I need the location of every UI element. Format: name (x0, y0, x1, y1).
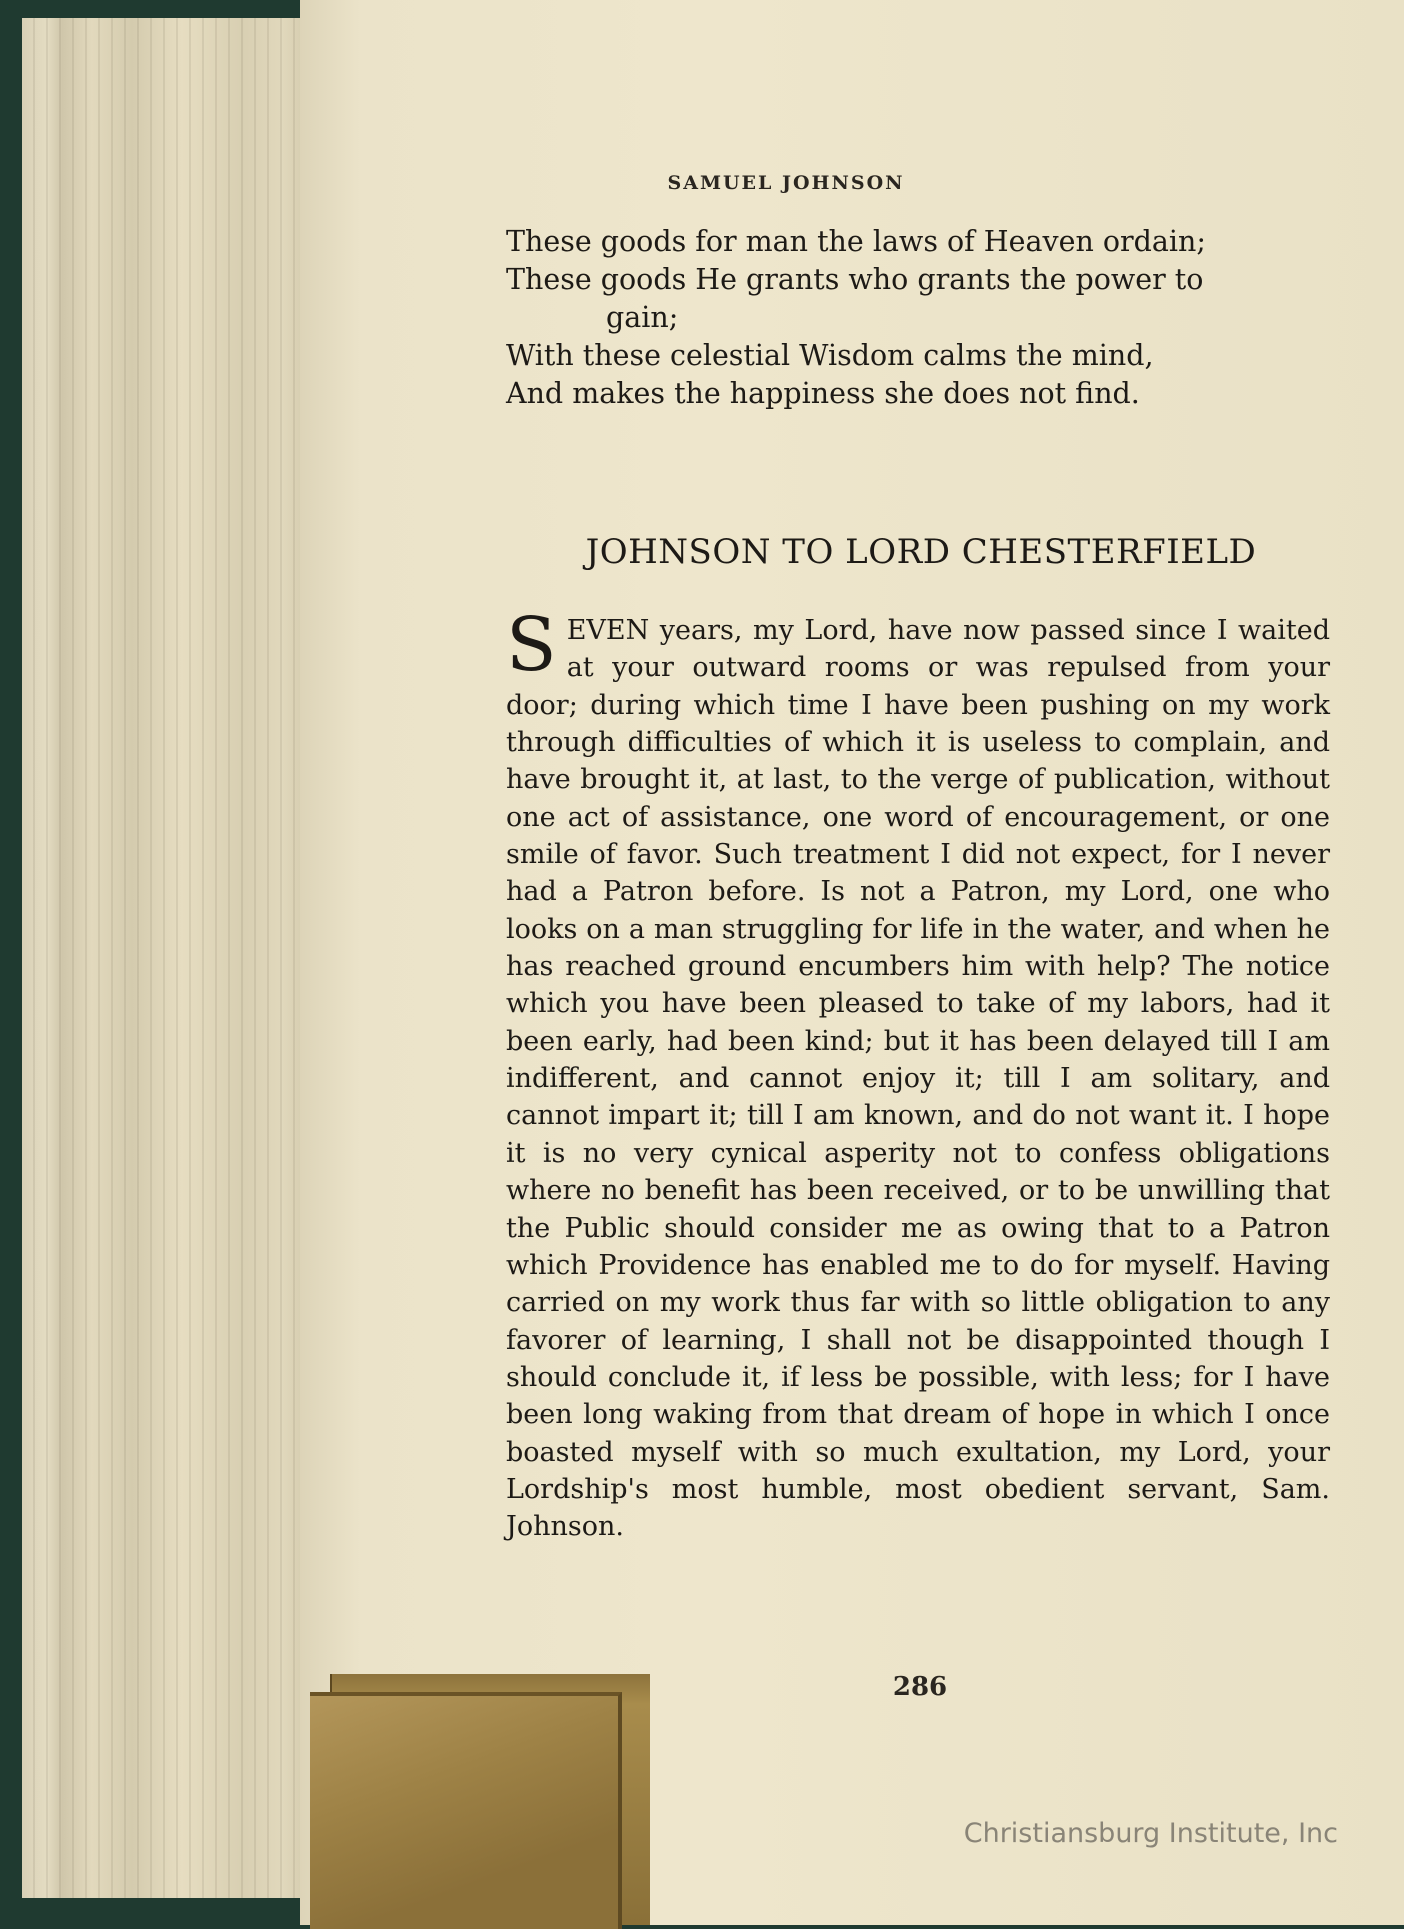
poem-line: gain; (606, 301, 679, 334)
poem-line: And makes the happiness she does not find. (506, 377, 1140, 410)
running-head: SAMUEL JOHNSON (667, 172, 905, 194)
letter-heading: JOHNSON TO LORD CHESTERFIELD (585, 532, 1257, 572)
watermark: Christiansburg Institute, Inc (963, 1818, 1338, 1849)
letter-body (506, 602, 1330, 1546)
poem-line: With these celestial Wisdom calms the mind, (506, 339, 1154, 372)
poem-stanza (506, 223, 1336, 413)
drop-cap: S (506, 602, 557, 688)
page-clip-front (310, 1692, 622, 1929)
letter-text: EVEN years, my Lord, have now passed since I waited at your outward rooms or was repulsed from your door; during which time I have been pushing on my work through difficulties of which it is useless to complain, and have brought it, at last, to the verge of publication, without one act of assistance, one word of encouragement, or one smile of favor. Such treatment I did not expect, for I never had a Patron before. Is not a Patron, my Lord, one who looks on a man struggling for life in the water, and when he has reached ground encumbers him with help? The notice which you have been pleased to take of my labors, had it been early, had been kind; but it has been delayed till I am indifferent, and cannot enjoy it; till I am solitary, and cannot impart it; till I am known, and do not want it. I hope it is no very cynical asperity not to confess obligations where no benefit has been received, or to be unwilling that the Public should consider me as owing that to a Patron which Providence has enabled me to do for myself. Having carried on my work thus far with so little obligation to any favorer of learning, I shall not be disappointed though I should conclude it, if less be possible, with less; for I have been long waking from that dream of hope in which I once boasted myself with so much exultation, my Lord, your Lordship's most humble, most obedient servant, Sam. Johnson. (506, 615, 1330, 1543)
book-page-edges (22, 18, 322, 1898)
poem-line: These goods for man the laws of Heaven ordain; (506, 225, 1206, 258)
poem-line: These goods He grants who grants the power to (506, 263, 1204, 296)
page-number: 286 (892, 1672, 948, 1702)
